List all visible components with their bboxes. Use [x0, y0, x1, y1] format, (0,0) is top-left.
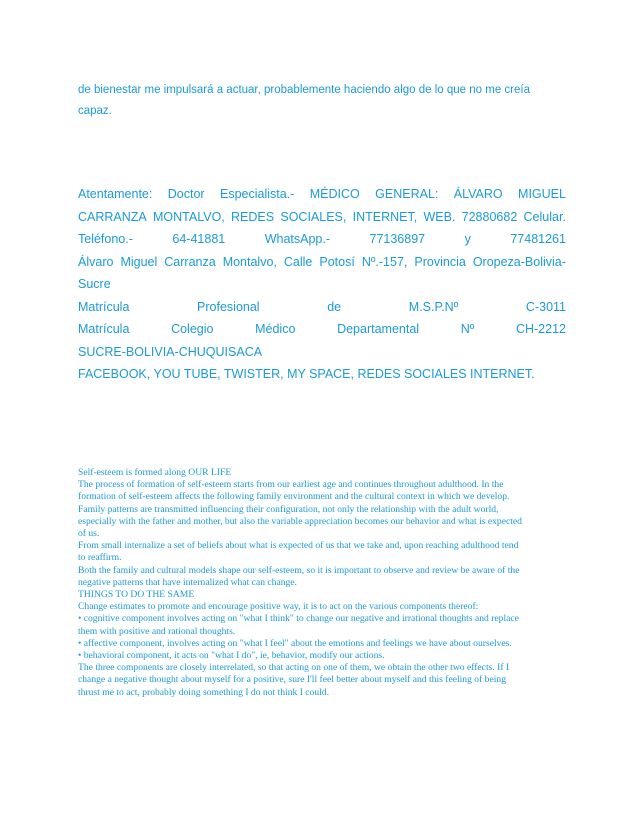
contact-word: Carranza: [164, 254, 216, 269]
contact-word: Matrícula: [78, 299, 130, 314]
contact-line-name: [78, 206, 566, 229]
essay-line: THINGS TO DO THE SAME: [78, 589, 195, 601]
contact-line-signature: [78, 183, 566, 206]
essay-line: thrust me to act, probably doing something I do not think I could.: [78, 686, 330, 698]
contact-word: 77136897: [369, 232, 426, 246]
contact-word: Doctor: [167, 187, 205, 201]
contact-line-phones: [78, 228, 566, 251]
essay-block: [78, 467, 566, 699]
contact-word: Celular.: [523, 209, 566, 224]
contact-word: y: [464, 232, 471, 246]
essay-line: Self-esteem is formed along OUR LIFE: [78, 467, 232, 478]
contact-word: Potosí: [319, 254, 355, 269]
contact-word: Especialista.-: [220, 187, 295, 201]
intro-line: capaz.: [78, 105, 112, 117]
essay-line: • behavioral component, it acts on "what I do", ie, behavior, modify our actions.: [78, 650, 385, 662]
essay-line: • affective component, involves acting on "what I feel" about the emotions and feelings we have about ourselves.: [78, 637, 512, 649]
contact-word: Profesional: [197, 299, 260, 314]
essay-line: change a negative thought about myself for a positive, sure I'll feel better about myself and this feeling of being: [78, 674, 506, 686]
contact-line-location: SUCRE-BOLIVIA-CHUQUISACA: [78, 344, 263, 359]
contact-word: WEB.: [423, 209, 456, 224]
contact-word: Álvaro: [78, 254, 114, 269]
contact-word: Teléfono.-: [78, 232, 133, 246]
essay-line: negative patterns that have internalized what can change.: [78, 576, 297, 588]
essay-line: especially with the father and mother, but also the variable appreciation becomes our behavior and what is expected: [78, 515, 522, 527]
contact-word: MÉDICO: [309, 187, 360, 201]
contact-word: ÁLVARO: [453, 187, 503, 201]
essay-line: • cognitive component involves acting on "what I think" to change our negative and irrational thoughts and replace: [78, 613, 519, 625]
contact-word: Médico: [255, 322, 296, 336]
contact-line-license: [78, 296, 566, 319]
contact-word: Provincia: [414, 254, 466, 269]
essay-line: to reaffirm.: [78, 552, 122, 564]
contact-word: CARRANZA: [78, 209, 147, 224]
contact-word: Nº: [460, 322, 475, 336]
essay-line: formation of self-esteem affects the following family environment and the cultural context in which we develop.: [78, 491, 510, 503]
contact-word: Calle: [283, 254, 313, 269]
intro-line: de bienestar me impulsará a actuar, probablemente haciendo algo de lo que no me creía: [78, 84, 530, 96]
contact-word: Montalvo,: [222, 254, 277, 269]
contact-word: C-3011: [525, 299, 566, 314]
essay-line: From small internalize a set of beliefs about what is expected of us that we take and, upon reaching adulthood tend: [78, 540, 519, 552]
contact-word: MONTALVO,: [153, 209, 225, 224]
essay-line: Both the family and cultural models shape our self-esteem, so it is important to observe and review be aware of the: [78, 564, 520, 576]
contact-word: GENERAL:: [375, 187, 439, 201]
contact-line-college: [78, 318, 566, 341]
contact-word: M.S.P.Nº: [408, 299, 459, 314]
contact-word: Matrícula: [78, 322, 130, 336]
contact-word: CH-2212: [515, 322, 566, 336]
essay-line: The process of formation of self-esteem starts from our earliest age and continues throughout adulthood. In the: [78, 479, 504, 491]
contact-word: 72880682: [461, 209, 518, 224]
essay-line: Family patterns are transmitted influencing their configuration, not only the relationship with the adult world,: [78, 503, 499, 515]
essay-line: The three components are closely interrelated, so that acting on one of them, we obtain the other two effects. If I: [78, 662, 510, 674]
contact-word: Miguel: [120, 254, 158, 269]
essay-line: Change estimates to promote and encourage positive way, it is to act on the various components thereof:: [78, 601, 479, 613]
contact-word: 64-41881: [172, 232, 226, 246]
contact-word: Nº.-157,: [361, 254, 408, 269]
contact-word: de: [327, 299, 342, 314]
essay-line: them with positive and rational thoughts.: [78, 625, 236, 637]
contact-block: [78, 183, 566, 386]
essay-line: of us.: [78, 528, 100, 540]
contact-word: Atentamente:: [78, 187, 153, 201]
contact-line-social: FACEBOOK, YOU TUBE, TWISTER, MY SPACE, REDES SOCIALES INTERNET.: [78, 367, 535, 381]
contact-word: REDES: [231, 209, 275, 224]
contact-word: INTERNET,: [352, 209, 418, 224]
contact-word: Departamental: [337, 322, 420, 336]
contact-line-city: Sucre: [78, 277, 111, 291]
contact-word: MIGUEL: [518, 187, 566, 201]
contact-word: WhatsApp.-: [264, 232, 331, 246]
intro-paragraph: [78, 80, 568, 122]
contact-line-address: [78, 251, 566, 274]
contact-word: Oropeza-Bolivia-: [472, 254, 566, 269]
contact-word: 77481261: [510, 232, 566, 246]
contact-word: SOCIALES,: [280, 209, 347, 224]
contact-word: Colegio: [171, 322, 214, 336]
